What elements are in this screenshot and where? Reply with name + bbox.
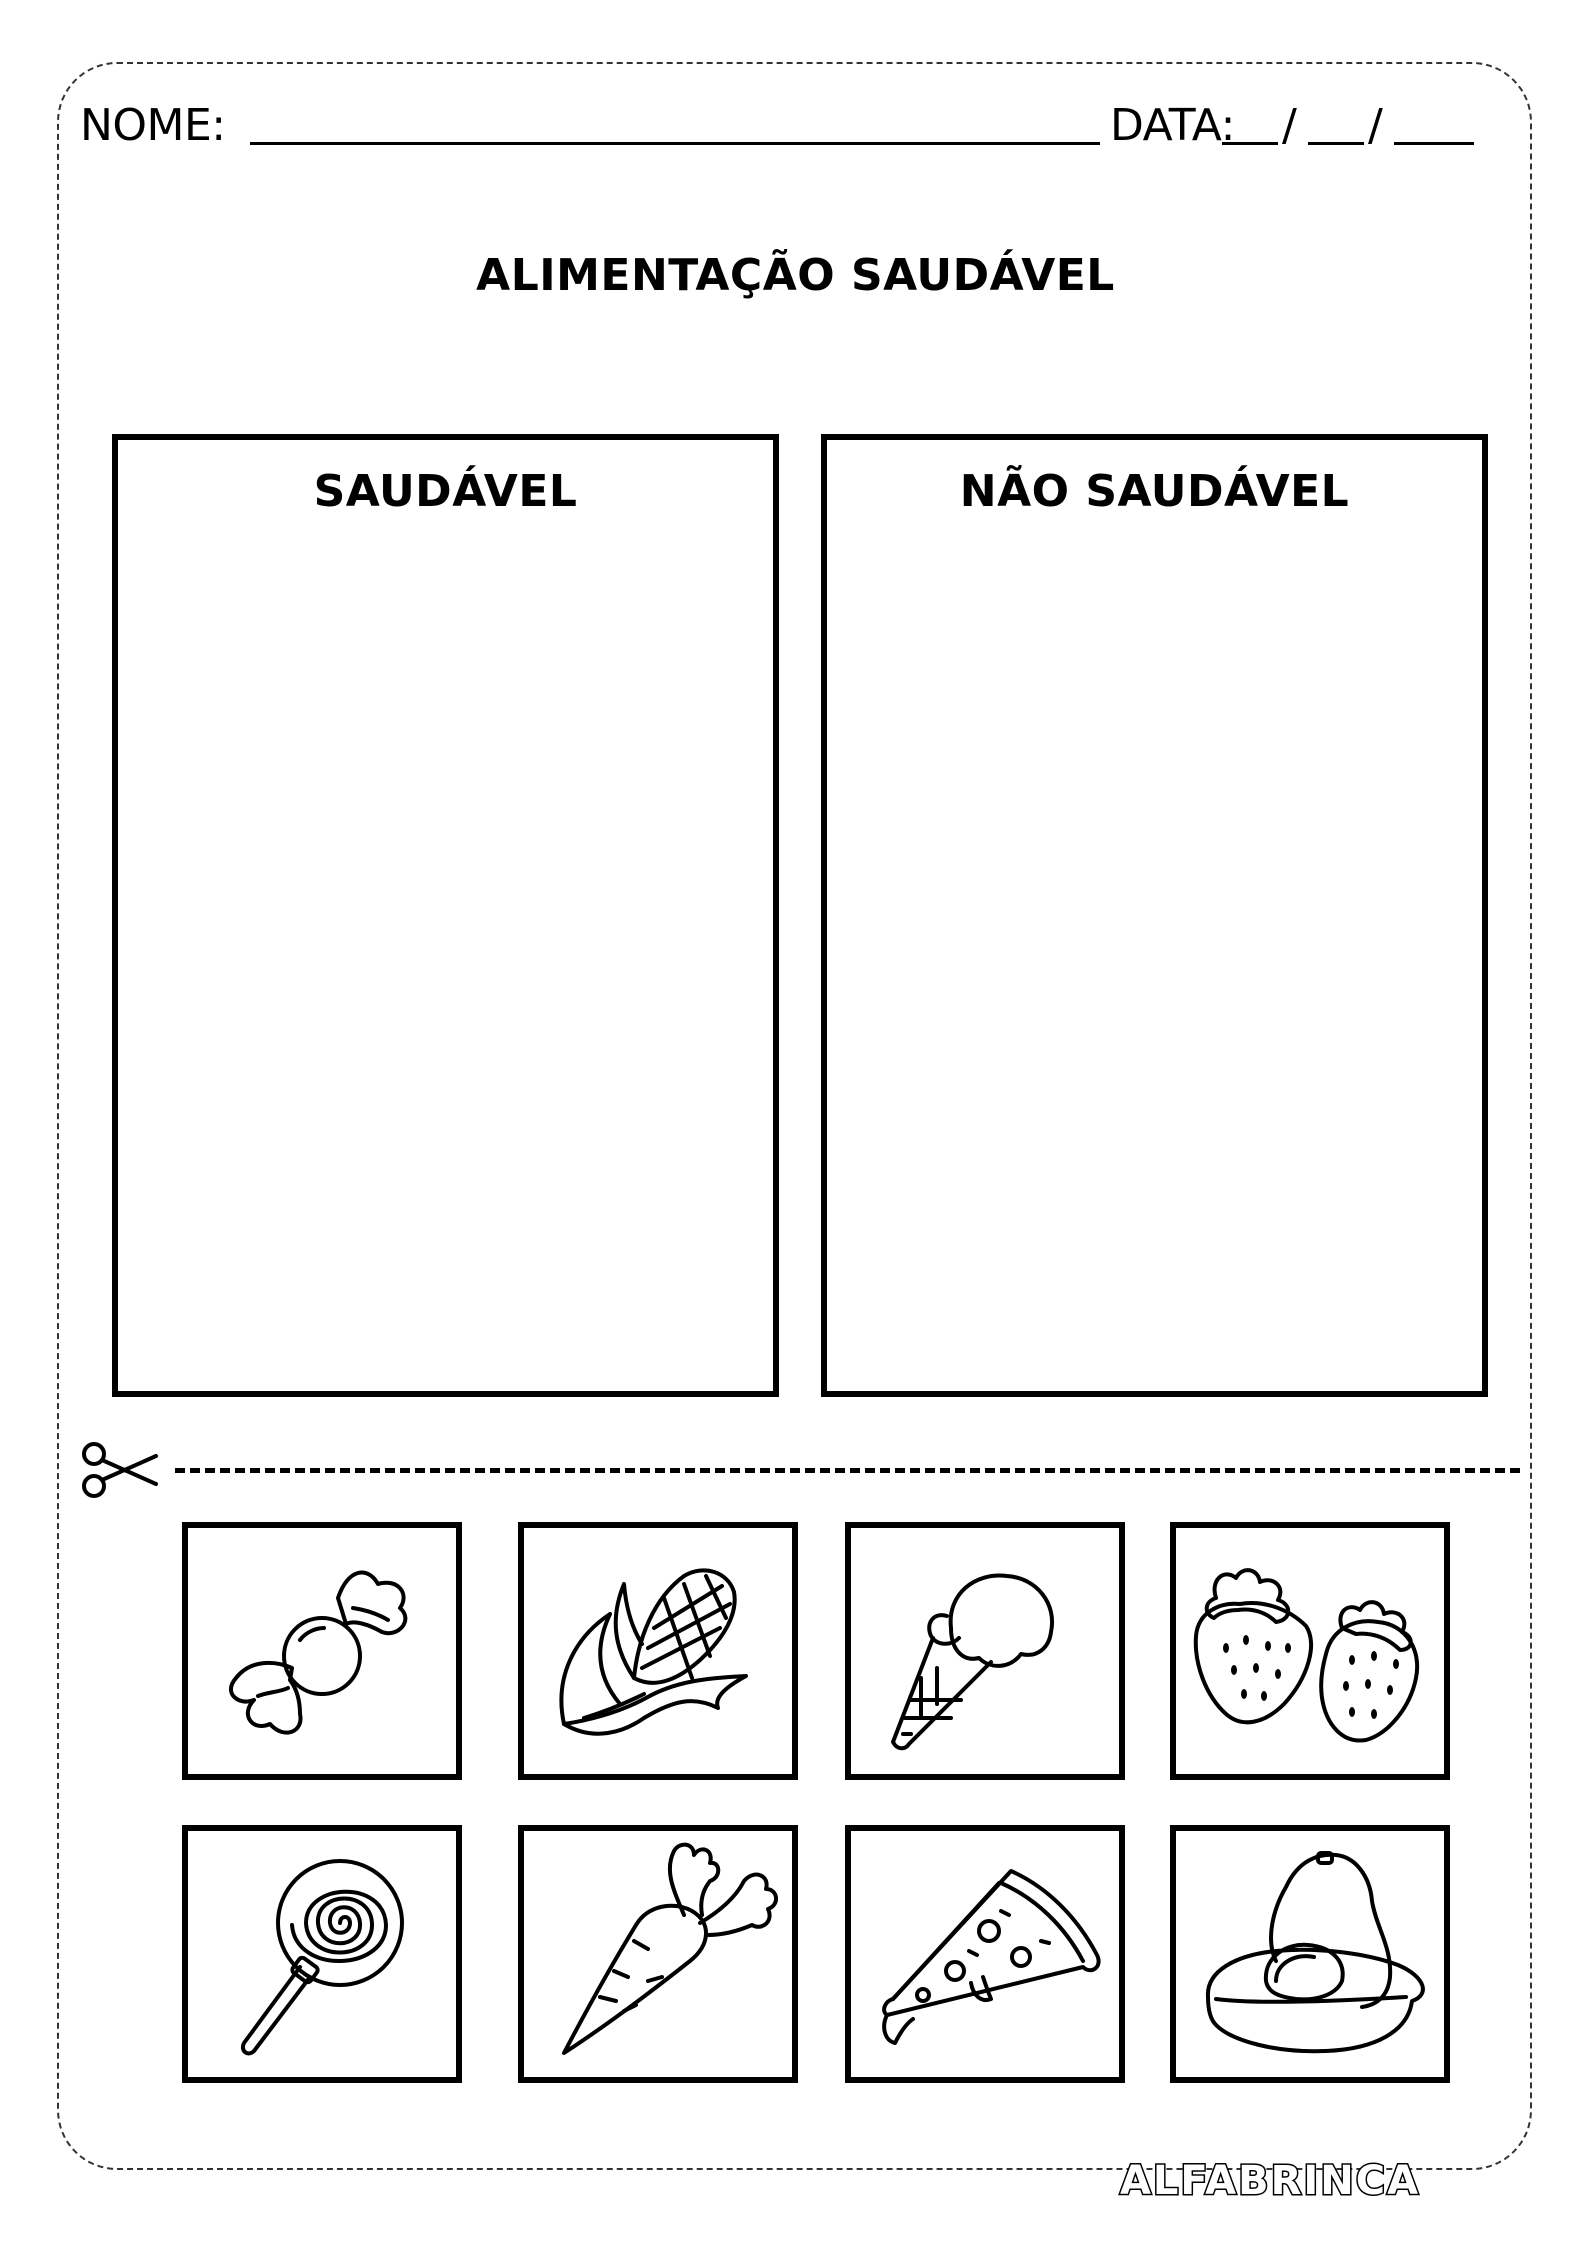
header (80, 96, 1490, 156)
unhealthy-drop-box[interactable] (821, 434, 1488, 1397)
alfabrinca-logo (1090, 2150, 1450, 2212)
date-day-field[interactable] (1222, 142, 1278, 145)
lollipop-icon (188, 1831, 456, 2077)
food-card-corn[interactable] (518, 1522, 798, 1780)
ice-cream-icon (851, 1528, 1119, 1774)
cut-line-row (80, 1440, 1520, 1500)
avocado-icon (1176, 1831, 1444, 2077)
name-label: NOME: (80, 100, 226, 151)
candy-icon (188, 1528, 456, 1774)
healthy-drop-box[interactable] (112, 434, 779, 1397)
date-month-field[interactable] (1308, 142, 1364, 145)
pizza-icon (851, 1831, 1119, 2077)
unhealthy-box-title: NÃO SAUDÁVEL (959, 466, 1350, 517)
date-year-field[interactable] (1394, 142, 1474, 145)
food-card-strawberry[interactable] (1170, 1522, 1450, 1780)
food-card-pizza[interactable] (845, 1825, 1125, 2083)
food-card-carrot[interactable] (518, 1825, 798, 2083)
food-card-avocado[interactable] (1170, 1825, 1450, 2083)
strawberry-icon (1176, 1528, 1444, 1774)
healthy-box-title: SAUDÁVEL (313, 466, 578, 517)
page-title: ALIMENTAÇÃO SAUDÁVEL (476, 250, 1115, 301)
date-separator: / (1282, 100, 1297, 151)
scissors-icon (80, 1440, 160, 1500)
cut-dashed-line (175, 1468, 1520, 1473)
food-card-ice-cream[interactable] (845, 1522, 1125, 1780)
svg-text:ALFABRINCA: ALFABRINCA (1119, 2158, 1421, 2204)
date-label: DATA: (1110, 100, 1235, 151)
date-separator: / (1368, 100, 1383, 151)
food-card-lollipop[interactable] (182, 1825, 462, 2083)
carrot-icon (524, 1831, 792, 2077)
name-field[interactable] (250, 142, 1100, 145)
corn-icon (524, 1528, 792, 1774)
food-card-candy[interactable] (182, 1522, 462, 1780)
